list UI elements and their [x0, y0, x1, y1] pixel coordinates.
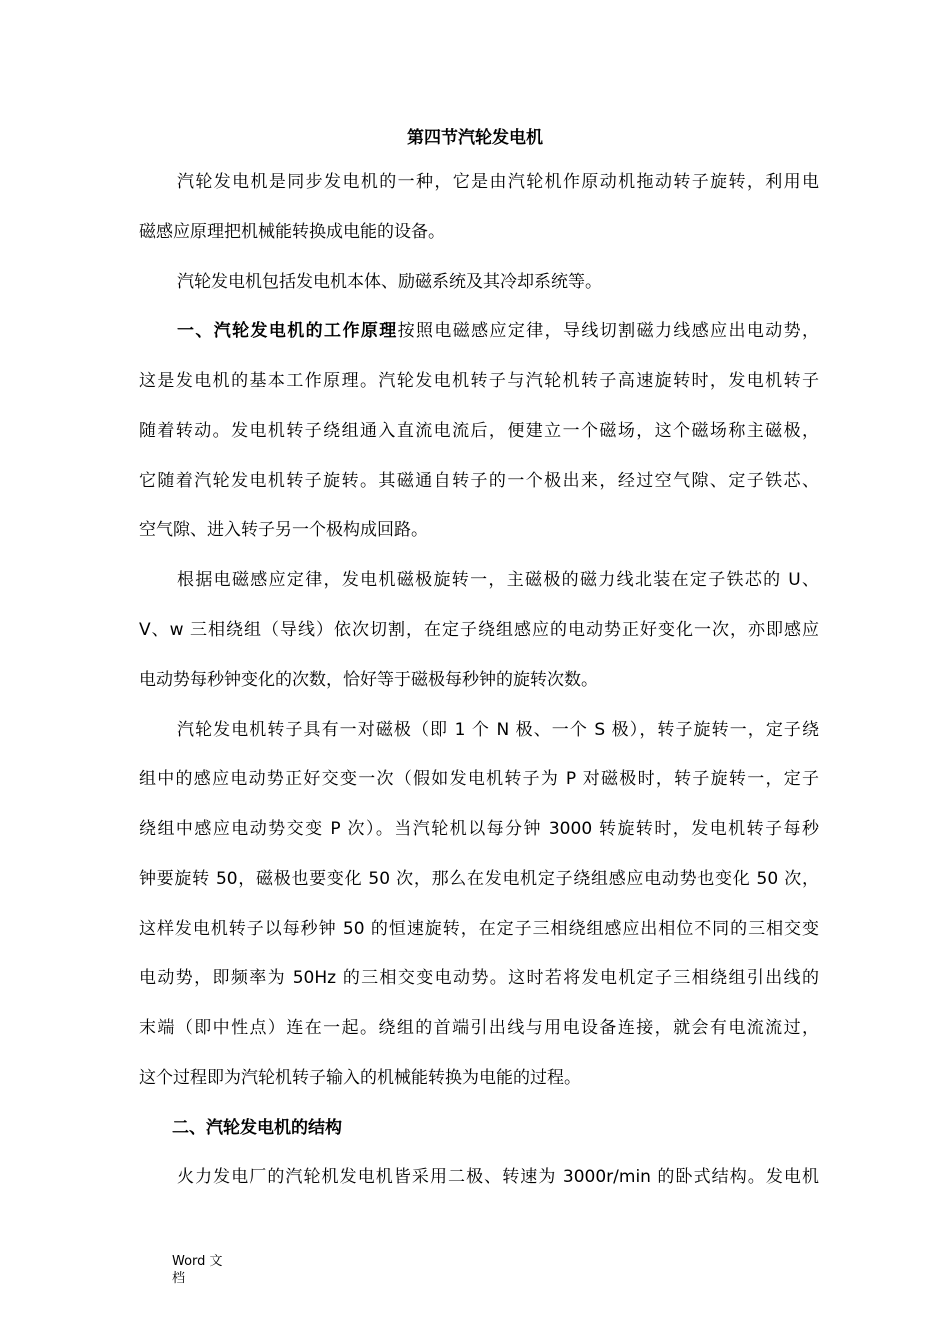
section-heading: 二、汽轮发电机的结构	[172, 1118, 342, 1138]
paragraph-line: 磁感应原理把机械能转换成电能的设备。	[139, 222, 445, 242]
paragraph-line: 末端（即中性点）连在一起。绕组的首端引出线与用电设备连接，就会有电流流过，	[139, 1018, 819, 1038]
footer-line: Word 文	[172, 1254, 223, 1269]
paragraph-line: 钟要旋转 50，磁极也要变化 50 次，那么在发电机定子绕组感应电动势也变化 50 次，	[139, 869, 819, 889]
footer-line: 档	[172, 1271, 186, 1286]
paragraph-line: 火力发电厂的汽轮机发电机皆采用二极、转速为 3000r/min 的卧式结构。发电机	[177, 1167, 819, 1187]
section-heading-line	[177, 319, 819, 343]
paragraph-line: 空气隙、进入转子另一个极构成回路。	[139, 520, 428, 540]
paragraph-line: 随着转动。发电机转子绕组通入直流电流后，便建立一个磁场，这个磁场称主磁极，	[139, 421, 819, 441]
paragraph-line: 根据电磁感应定律，发电机磁极旋转一，主磁极的磁力线北装在定子铁芯的 U、	[177, 570, 819, 590]
paragraph-line: 这是发电机的基本工作原理。汽轮发电机转子与汽轮机转子高速旋转时，发电机转子	[139, 371, 819, 391]
paragraph-line: 电动势每秒钟变化的次数，恰好等于磁极每秒钟的旋转次数。	[139, 670, 598, 690]
paragraph-line: 这个过程即为汽轮机转子输入的机械能转换为电能的过程。	[139, 1068, 581, 1088]
paragraph-line: 组中的感应电动势正好交变一次（假如发电机转子为 P 对磁极时，转子旋转一，定子	[139, 769, 819, 789]
paragraph-text: 按照电磁感应定律，导线切割磁力线感应出电动势，	[397, 321, 820, 341]
paragraph-line: 汽轮发电机是同步发电机的一种，它是由汽轮机作原动机拖动转子旋转，利用电	[177, 172, 819, 192]
paragraph-line: 这样发电机转子以每秒钟 50 的恒速旋转，在定子三相绕组感应出相位不同的三相交变	[139, 919, 819, 939]
paragraph-line: 绕组中感应电动势交变 P 次）。当汽轮机以每分钟 3000 转旋转时，发电机转子每秒	[139, 819, 819, 839]
paragraph-line: 汽轮发电机包括发电机本体、励磁系统及其冷却系统等。	[177, 272, 602, 292]
paragraph-line: V、w 三相绕组（导线）依次切割，在定子绕组感应的电动势正好变化一次，亦即感应	[139, 620, 819, 640]
page-title: 第四节汽轮发电机	[407, 128, 543, 148]
paragraph-line: 它随着汽轮发电机转子旋转。其磁通自转子的一个极出来，经过空气隙、定子铁芯、	[139, 471, 819, 491]
paragraph-line: 电动势，即频率为 50Hz 的三相交变电动势。这时若将发电机定子三相绕组引出线的	[139, 968, 819, 988]
section-heading: 一、汽轮发电机的工作原理	[177, 321, 398, 341]
page-footer	[172, 1253, 223, 1287]
paragraph-line: 汽轮发电机转子具有一对磁极（即 1 个 N 极、一个 S 极），转子旋转一，定子绕	[177, 720, 819, 740]
